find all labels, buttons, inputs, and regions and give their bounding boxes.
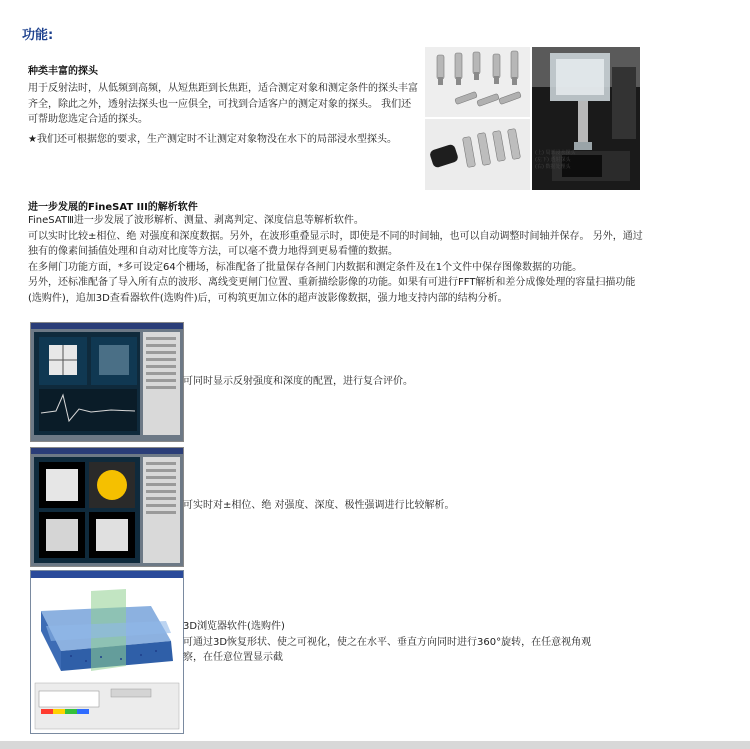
3d-viewer-line-2: 察，在任意位置显示截 (183, 652, 283, 663)
caption-line-3: (右) 数据处理头 (535, 164, 571, 170)
probes-title: 种类丰富的探头 (28, 66, 98, 77)
software-line-4: 另外，还标准配备了导入所有点的波形、离线变更闸门位置、重新描绘影像的功能。如果有可进行FFT解析和差分成像处理的容量扫描功能(选购件)，追加3D查看器软件(选购件)后，可构筑更加立体的超声波影像数据，强力地支持内部的结构分析。 (28, 277, 636, 304)
feature-caption-2: 可实时对±相位、绝 对强度、深度、极性强调进行比较解析。 (183, 500, 455, 511)
3d-viewer-screenshot (30, 570, 184, 734)
caption-line-2: (左下) 透射探头 (535, 157, 571, 163)
immersion-probes-photo (425, 47, 530, 117)
comparison-analysis-screenshot (30, 447, 184, 567)
probe-photo-caption (535, 150, 576, 171)
software-description (28, 213, 648, 306)
page-heading: 功能: (22, 28, 54, 43)
3d-viewer-title: 3D浏览器软件(选购件) (183, 621, 285, 632)
probes-description (28, 81, 418, 147)
probes-paragraph-1: 用于反射法时，从低频到高频，从短焦距到长焦距，适合测定对象和测定条件的探头丰富齐全，除此之外，透射法探头也一应俱全，可找到合适客户的测定对象的探头。 我们还可帮助您选定合适的探头。 (28, 83, 418, 125)
feature-caption-3 (183, 619, 591, 666)
software-line-3: 在多闸门功能方面，*多可设定64个栅场，标准配备了批量保存各闸门内数据和测定条件及在1个文件中保存图像数据的功能。 (28, 261, 583, 273)
feature-caption-1: 可同时显示反射强度和深度的配置，进行复合评价。 (183, 376, 413, 387)
software-line-1: FineSATⅢ进一步发展了波形解析、测量、剥离判定、深度信息等解析软件。 (28, 215, 364, 226)
reflection-depth-screenshot (30, 322, 184, 442)
bottom-divider (0, 741, 750, 749)
software-line-2: 可以实时比较±相位、绝 对强度和深度数据。另外，在波形重叠显示时，即使是不同的时间轴，也可以自动调整时间轴并保存。 另外，通过独有的像素间插值处理和自动对比度等方法，可以毫不费力地得到更易看懂的数据。 (28, 230, 643, 257)
3d-viewer-line-1: 可通过3D恢复形状、使之可视化，使之在水平、垂直方向同时进行360°旋转，在任意视角观 (183, 636, 592, 648)
probes-paragraph-2: ★我们还可根据您的要求，生产测定时不让测定对象物没在水下的局部浸水型探头。 (28, 133, 397, 145)
transmission-probes-photo (425, 119, 530, 190)
software-title: 进一步发展的FineSAT III的解析软件 (28, 202, 198, 213)
caption-line-1: (上) 局部浸水探头 (535, 150, 576, 156)
